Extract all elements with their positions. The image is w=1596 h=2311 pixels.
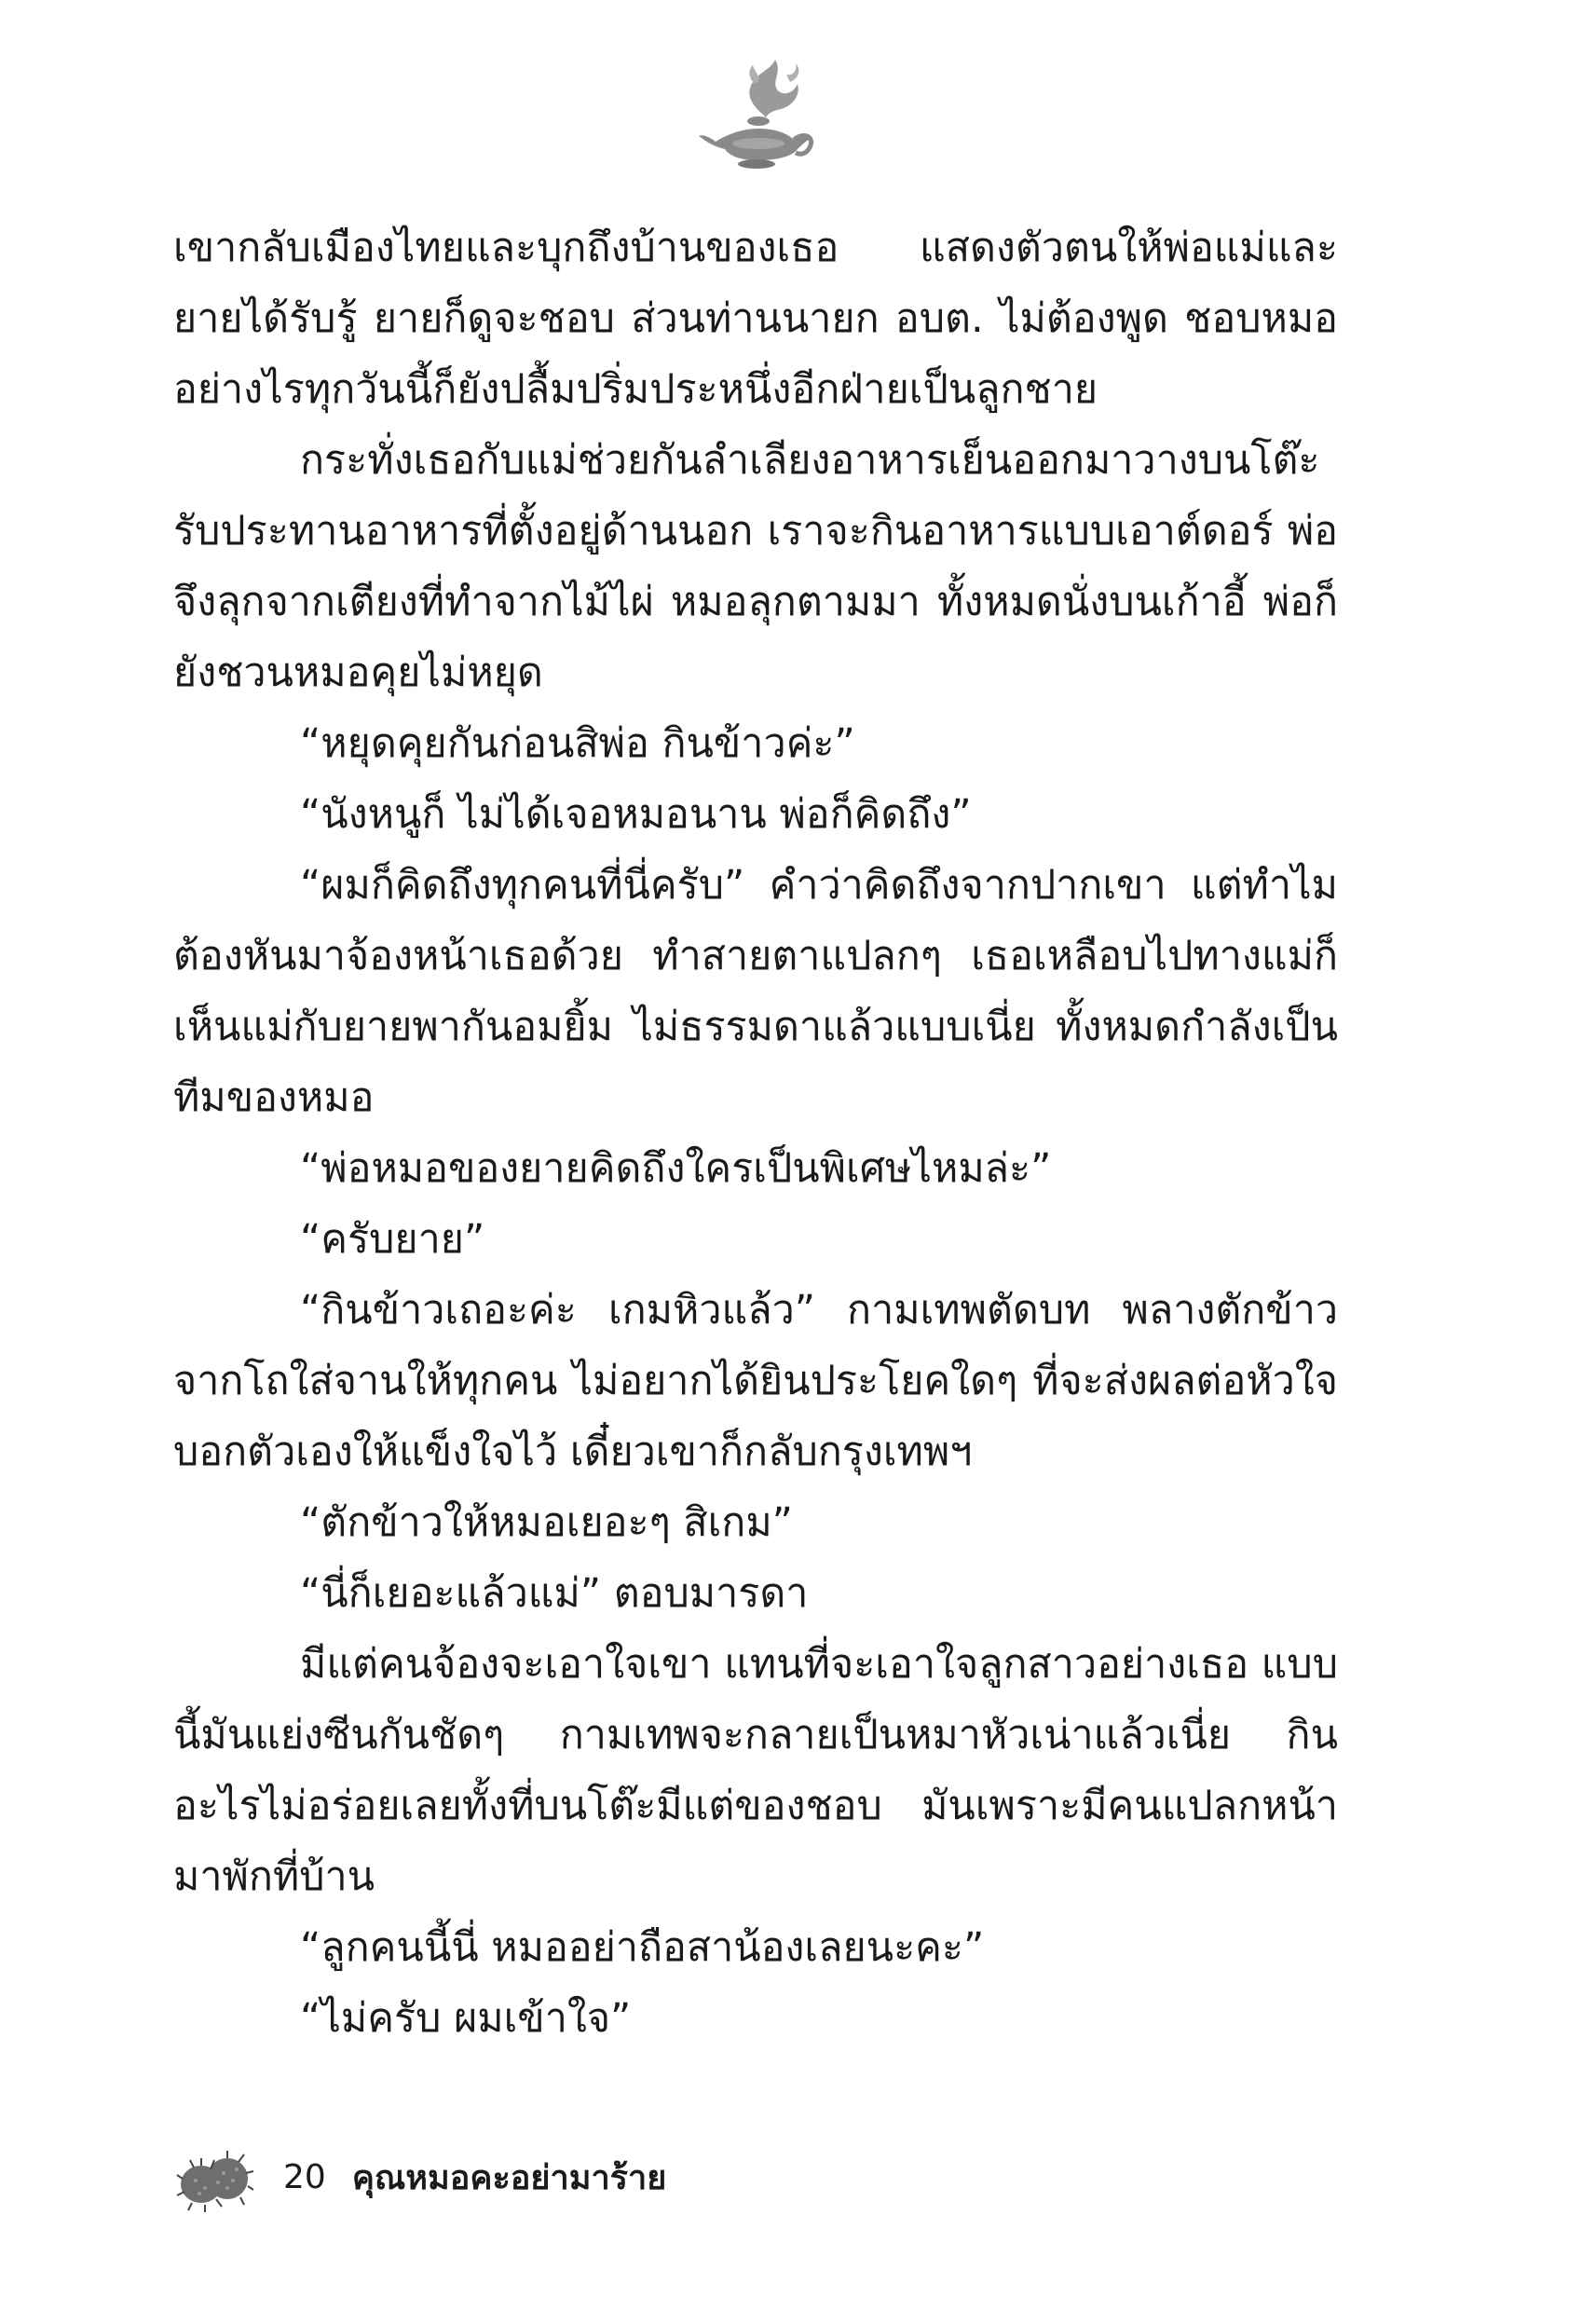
paragraph: กระทั่งเธอกับแม่ช่วยกันลำเลียงอาหารเย็นออกมาวางบนโต๊ะรับประทานอาหารที่ตั้งอยู่ด้านนอก เราจะกินอาหารแบบเอาต์ดอร์ พ่อจึงลุกจากเตียงที่ทำจากไม้ไผ่ หมอลุกตามมา ทั้งหมดนั่งบนเก้าอี้ พ่อก็ยังชวนหมอคุยไม่หยุด xyxy=(173,437,1338,696)
dialogue-line: “พ่อหมอของยายคิดถึงใครเป็นพิเศษไหมล่ะ” xyxy=(300,1145,1052,1192)
dialogue-line: “ครับยาย” xyxy=(300,1216,485,1263)
dialogue-line: “หยุดคุยกันก่อนสิพ่อ กินข้าวค่ะ” xyxy=(300,720,855,767)
magic-lamp-icon xyxy=(697,56,818,177)
running-title: คุณหมอคะอย่ามาร้าย xyxy=(351,2158,667,2197)
dialogue-line: “ตักข้าวให้หมอเยอะๆ สิเกม” xyxy=(300,1499,793,1546)
dialogue-line: “นังหนูก็ ไม่ได้เจอหมอนาน พ่อก็คิดถึง” xyxy=(300,791,972,838)
spiky-fruit-icon xyxy=(173,2141,253,2212)
dialogue-line: “ไม่ครับ ผมเข้าใจ” xyxy=(300,1995,632,2042)
page-number: 20 xyxy=(283,2157,326,2196)
body-text xyxy=(173,212,1338,2054)
page-footer xyxy=(173,2140,666,2214)
paragraph: มีแต่คนจ้องจะเอาใจเขา แทนที่จะเอาใจลูกสาวอย่างเธอ แบบนี้มันแย่งซีนกันชัดๆ กามเทพจะกลายเป็นหมาหัวเน่าแล้วเนี่ย กินอะไรไม่อร่อยเลยทั้งที่บนโต๊ะมีแต่ของชอบ มันเพราะมีคนแปลกหน้ามาพักที่บ้าน xyxy=(173,1641,1338,1900)
paragraph: “ผมก็คิดถึงทุกคนที่นี่ครับ” คำว่าคิดถึงจากปากเขา แต่ทำไมต้องหันมาจ้องหน้าเธอด้วย ทำสายตาแปลกๆ เธอเหลือบไปทางแม่ก็เห็นแม่กับยายพากันอมยิ้ม ไม่ธรรมดาแล้วแบบเนี่ย ทั้งหมดกำลังเป็นทีมของหมอ xyxy=(173,862,1338,1121)
dialogue-line: “นี่ก็เยอะแล้วแม่” ตอบมารดา xyxy=(300,1570,809,1617)
paragraph: เขากลับเมืองไทยและบุกถึงบ้านของเธอ แสดงตัวตนให้พ่อแม่และยายได้รับรู้ ยายก็ดูจะชอบ ส่วนท่านนายก อบต. ไม่ต้องพูด ชอบหมออย่างไรทุกวันนี้ก็ยังปลื้มปริ่มประหนึ่งอีกฝ่ายเป็นลูกชาย xyxy=(173,225,1338,413)
dialogue-line: “ลูกคนนี้นี่ หมออย่าถือสาน้องเลยนะคะ” xyxy=(300,1924,985,1971)
paragraph: “กินข้าวเถอะค่ะ เกมหิวแล้ว” กามเทพตัดบท พลางตักข้าวจากโถใส่จานให้ทุกคน ไม่อยากได้ยินประโยคใดๆ ที่จะส่งผลต่อหัวใจ บอกตัวเองให้แข็งใจไว้ เดี๋ยวเขาก็กลับกรุงเทพฯ xyxy=(173,1287,1338,1475)
